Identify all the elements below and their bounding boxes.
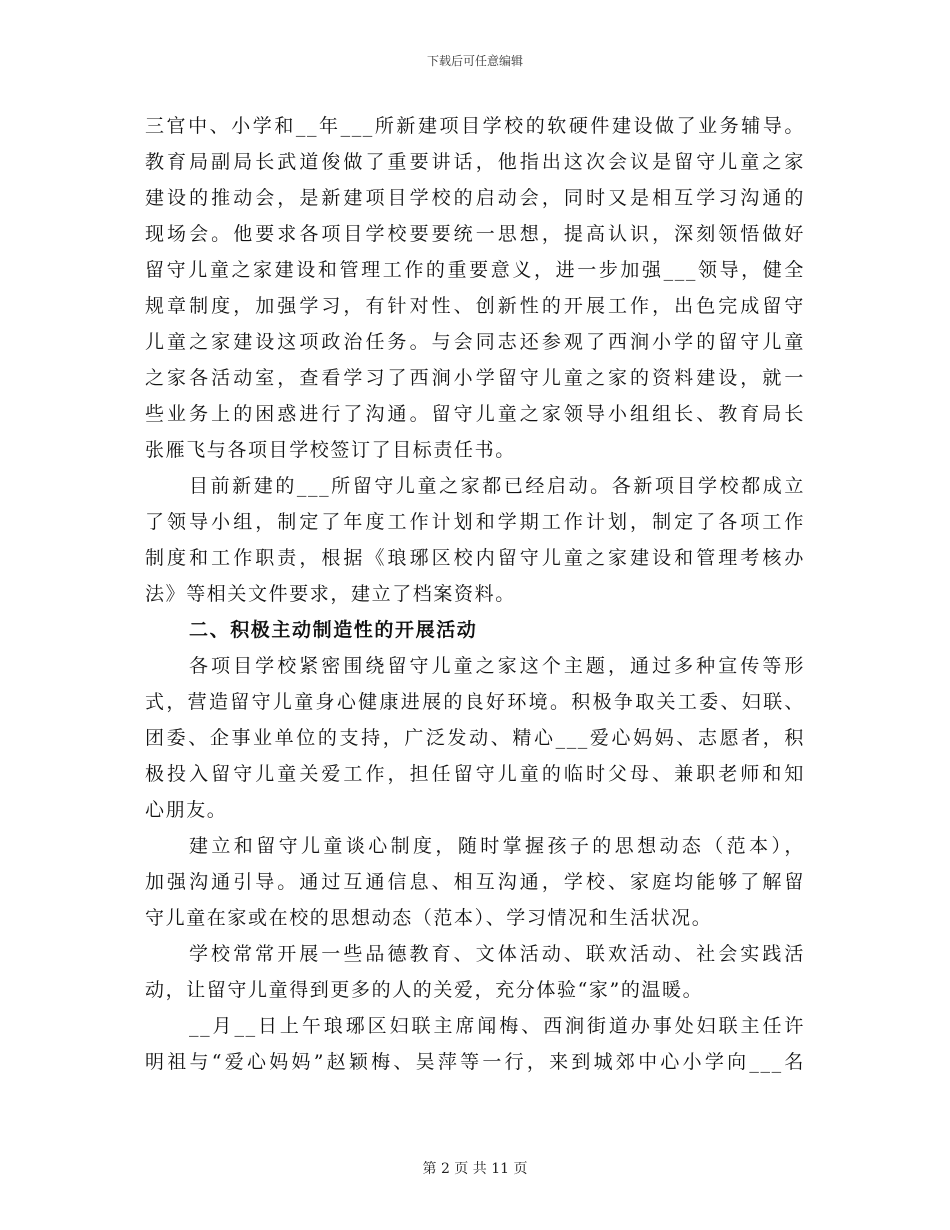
text-line: 极投入留守儿童关爱工作，担任留守儿童的临时父母、兼职老师和知 bbox=[145, 763, 805, 785]
text-line: 守儿童在家或在校的思想动态（范本）、学习情况和生活状况。 bbox=[145, 907, 713, 929]
text-line: 学校常常开展一些品德教育、文体活动、联欢活动、社会实践活 bbox=[189, 943, 805, 965]
text-line: 建设的推动会，是新建项目学校的启动会，同时又是相互学习沟通的 bbox=[145, 187, 805, 209]
text-line: 目前新建的___所留守儿童之家都已经启动。各新项目学校都成立 bbox=[189, 475, 805, 497]
text-line: 些业务上的困惑进行了沟通。留守儿童之家领导小组组长、教育局长 bbox=[145, 403, 805, 425]
text-line: 法》等相关文件要求，建立了档案资料。 bbox=[145, 583, 516, 605]
text-line: 明祖与“爱心妈妈”赵颖梅、吴萍等一行，来到城郊中心小学向___名 bbox=[145, 1051, 805, 1073]
text-line: 规章制度，加强学习，有针对性、创新性的开展工作，出色完成留守 bbox=[145, 295, 805, 317]
text-line: 动，让留守儿童得到更多的人的关爱，充分体验“家”的温暖。 bbox=[145, 979, 704, 1001]
section-heading: 二、积极主动制造性的开展活动 bbox=[189, 619, 478, 641]
text-line: 团委、企事业单位的支持，广泛发动、精心___爱心妈妈、志愿者，积 bbox=[145, 727, 805, 749]
text-line: 张雁飞与各项目学校签订了目标责任书。 bbox=[145, 439, 516, 461]
text-line: __月__日上午琅琊区妇联主席闻梅、西涧街道办事处妇联主任许 bbox=[189, 1015, 805, 1037]
text-line: 制度和工作职责，根据《琅琊区校内留守儿童之家建设和管理考核办 bbox=[145, 547, 805, 569]
text-line: 式，营造留守儿童身心健康进展的良好环境。积极争取关工委、妇联、 bbox=[145, 691, 805, 713]
text-line: 建立和留守儿童谈心制度，随时掌握孩子的思想动态（范本）， bbox=[189, 835, 805, 857]
text-line: 留守儿童之家建设和管理工作的重要意义，进一步加强___领导，健全 bbox=[145, 259, 805, 281]
document-body bbox=[145, 108, 805, 1080]
text-line: 心朋友。 bbox=[145, 799, 228, 821]
text-line: 了领导小组，制定了年度工作计划和学期工作计划，制定了各项工作 bbox=[145, 511, 805, 533]
text-line: 教育局副局长武道俊做了重要讲话，他指出这次会议是留守儿童之家 bbox=[145, 151, 805, 173]
text-line: 之家各活动室，查看学习了西涧小学留守儿童之家的资料建设，就一 bbox=[145, 367, 805, 389]
text-line: 加强沟通引导。通过互通信息、相互沟通，学校、家庭均能够了解留 bbox=[145, 871, 805, 893]
text-line: 儿童之家建设这项政治任务。与会同志还参观了西涧小学的留守儿童 bbox=[145, 331, 805, 353]
page-header-note: 下载后可任意编辑 bbox=[426, 54, 523, 68]
text-line: 现场会。他要求各项目学校要要统一思想，提高认识，深刻领悟做好 bbox=[145, 223, 805, 245]
text-line: 三官中、小学和__年___所新建项目学校的软硬件建设做了业务辅导。 bbox=[145, 115, 805, 137]
text-line: 各项目学校紧密围绕留守儿童之家这个主题，通过多种宣传等形 bbox=[189, 655, 805, 677]
page-number: 第 2 页 共 11 页 bbox=[422, 1161, 528, 1177]
